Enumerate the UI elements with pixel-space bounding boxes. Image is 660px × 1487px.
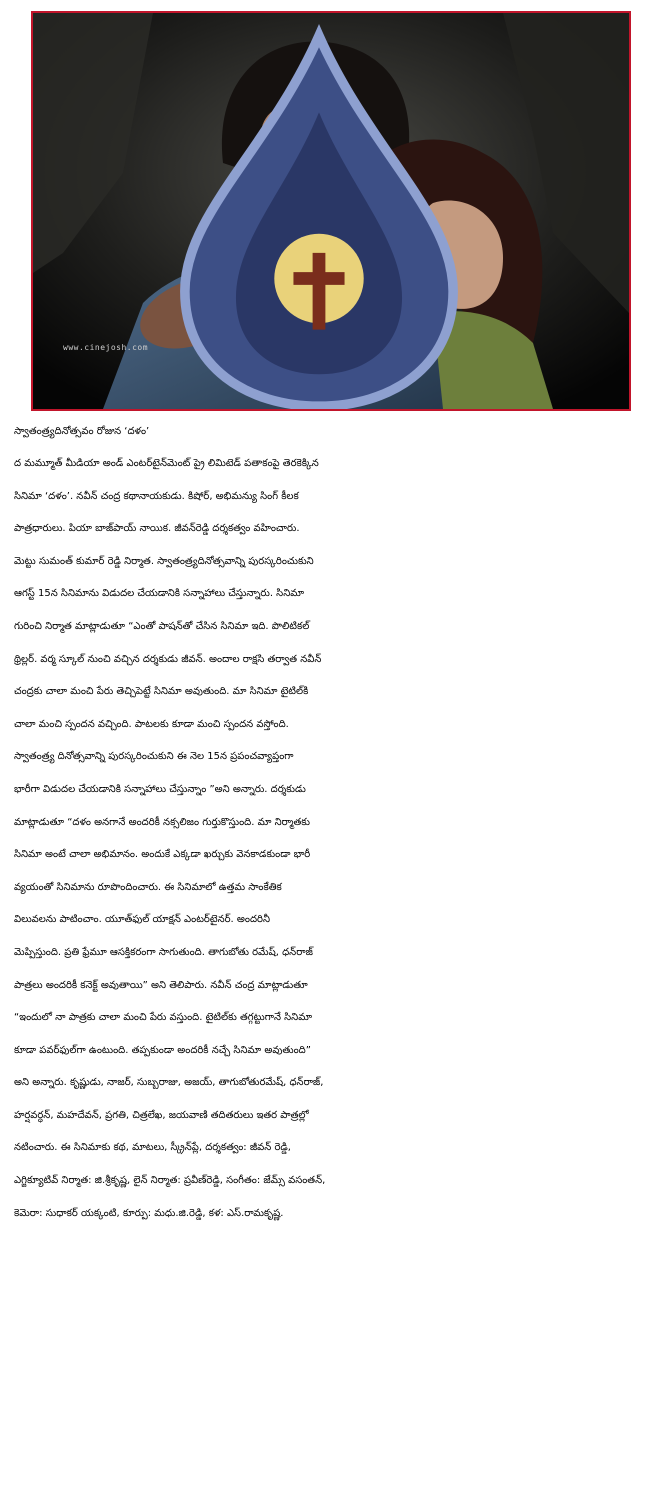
article-line: గురించి నిర్మాత మాట్లాడుతూ “ఎంతో పాషన్‌తో చేసిన సినిమా ఇది. పొలిటికల్: [14, 620, 310, 632]
article-line: మాట్లాడుతూ “దళం అనగానే అందరికీ నక్సలిజం గుర్తుకొస్తుంది. మా నిర్మాతకు: [14, 816, 310, 828]
article-line: సినిమా అంటే చాలా అభిమానం. అందుకే ఎక్కడా ఖర్చుకు వెనకాడకుండా భారీ: [14, 849, 311, 861]
article-line: వ్యయంతో సినిమాను రూపొందించారు. ఈ సినిమాలో ఉత్తమ సాంకేతిక: [14, 881, 282, 893]
article-line: ఆగస్ట్ 15న సినిమాను విడుదల చేయడానికి సన్నాహాలు చేస్తున్నారు. సినిమా: [14, 588, 305, 600]
article-line: మెప్పిస్తుంది. ప్రతి ఫ్రేమూ ఆసక్తికరంగా సాగుతుంది. తాగుబోతు రమేష్, ధన్‌రాజ్: [14, 946, 313, 958]
article-headline: స్వాతంత్ర్యదినోత్సవం రోజున ‘దళం’: [14, 426, 150, 437]
article-line: సినిమా ‘దళం’. నవీన్ చంద్ర కథానాయకుడు. కిషోర్, అభిమన్యు సింగ్ కీలక: [14, 490, 299, 502]
article-line: భారీగా విడుదల చేయడానికి సన్నాహాలు చేస్తున్నాం ”అని అన్నారు. దర్శకుడు: [14, 783, 306, 795]
article-line: థ్రిల్లర్. వర్మ స్కూల్ నుంచి వచ్చిన దర్శకుడు జీవన్. అందాల రాక్షసి తర్వాత నవీన్: [14, 653, 322, 665]
article-line: కూడా పవర్‌ఫుల్‌గా ఉంటుంది. తప్పకుండా అందరికీ నచ్చే సినిమా అవుతుంది”: [14, 1044, 311, 1056]
article-line: విలువలను పాటించాం. యూత్‌ఫుల్ యాక్షన్ ఎంటర్‌టైనర్. అందరినీ: [14, 914, 270, 926]
article-line: చాలా మంచి స్పందన వచ్చింది. పాటలకు కూడా మంచి స్పందన వస్తోంది.: [14, 718, 289, 730]
article-line: అని అన్నారు. కృష్ణుడు, నాజర్, సుబ్బరాజు, అజయ్, తాగుబోతురమేష్, ధన్‌రాజ్,: [14, 1077, 324, 1089]
article-body: [14, 418, 654, 1230]
article-line: స్వాతంత్ర్య దినోత్సవాన్ని పురస్కరించుకుని ఈ నెల 15న ప్రపంచవ్యాప్తంగా: [14, 751, 294, 763]
article-line: ద మమ్మూత్ మీడియా అండ్ ఎంటర్‌టైన్‌మెంట్ ప్రై లిమిటెడ్ పతాకంపై తెరకెక్కిన: [14, 458, 319, 469]
article-line: మెట్టు సుమంత్ కుమార్ రెడ్డి నిర్మాత. స్వాతంత్ర్యదినోత్సవాన్ని పురస్కరించుకుని: [14, 555, 314, 567]
article-line: పాత్రధారులు. పియా బాజ్‌పాయ్ నాయిక. జీవన్‌రెడ్డి దర్శకత్వం వహించారు.: [14, 523, 300, 535]
cinejosh-drop-logo-icon: [31, 23, 617, 411]
article-line: పాత్రలు అందరికీ కనెక్ట్ అవుతాయి” అని తెలిపారు. నవీన్ చంద్ర మాట్లాడుతూ: [14, 979, 308, 991]
article-line: “ఇందులో నా పాత్రకు చాలా మంచి పేరు వస్తుంది. టైటిల్‌కు తగ్గట్టుగానే సినిమా: [14, 1012, 312, 1024]
article-line: కెమెరా: సుధాకర్ యక్కంటి, కూర్పు: మధు.జి.రెడ్డి, కళ: ఎస్.రామకృష్ణ.: [14, 1207, 284, 1219]
article-line: హర్షవర్ధన్, మహదేవన్, ప్రగతి, చిత్రలేఖ, జయవాణి తదితరులు ఇతర పాత్రల్లో: [14, 1109, 309, 1121]
article-line: నటించారు. ఈ సినిమాకు కథ, మాటలు, స్క్రీన్‌ప్లే, దర్శకత్వం: జీవన్ రెడ్డి,: [14, 1142, 291, 1154]
article-line: ఎగ్జిక్యూటివ్ నిర్మాత: జి.శ్రీకృష్ణ, లైన్ నిర్మాత: ప్రవీణ్‌రెడ్డి, సంగీతం: జేమ్స్ వసంతన్,: [14, 1175, 326, 1187]
movie-still-photo: [31, 11, 631, 411]
watermark-text: www.cinejosh.com: [63, 343, 149, 352]
article-line: చంద్రకు చాలా మంచి పేరు తెచ్చిపెట్టే సినిమా అవుతుంది. మా సినిమా టైటిల్‌కి: [14, 686, 309, 698]
